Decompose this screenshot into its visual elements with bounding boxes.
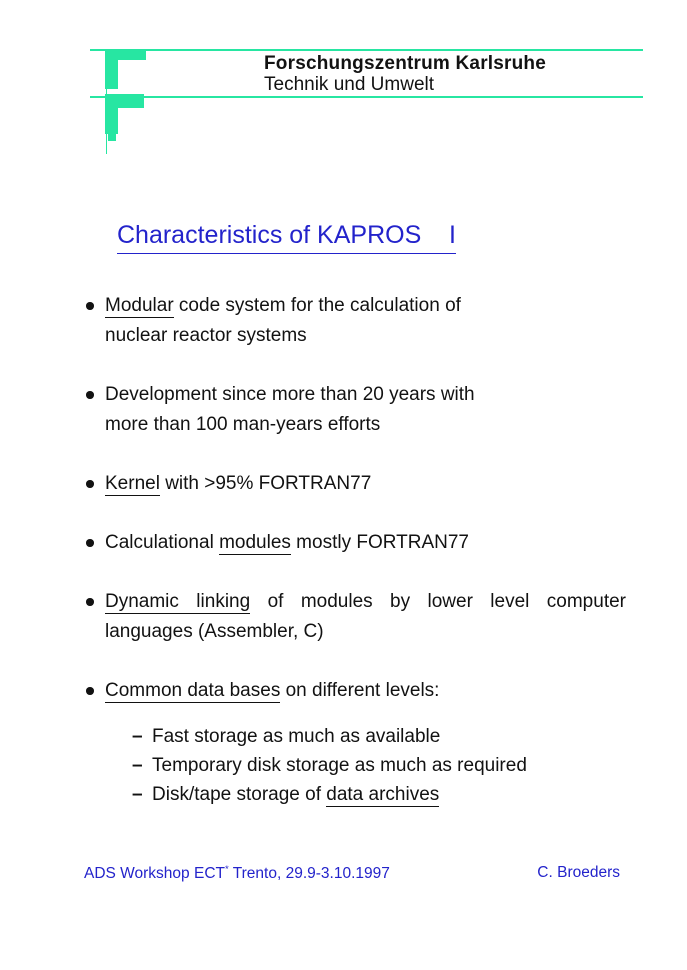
footer-author: C. Broeders (537, 864, 620, 881)
underlined-term: modules (219, 532, 291, 553)
dash-icon: – (132, 726, 143, 747)
bullet-text (105, 380, 626, 440)
underlined-term: Modular (105, 295, 174, 316)
text-segment: Disk/tape storage of (152, 784, 327, 805)
bullet-line (105, 587, 626, 617)
footer-event-sup: * (224, 864, 229, 875)
sub-item (132, 751, 626, 780)
sub-item (132, 722, 626, 751)
text-segment: Temporary disk storage as much as required (152, 755, 527, 776)
underlined-term: Common data bases (105, 680, 281, 701)
text-segment: Development since more than 20 years with (105, 384, 475, 405)
bullet-line (105, 291, 626, 321)
bullet-dot-icon (86, 528, 105, 558)
sub-item-text (152, 780, 626, 809)
bullet-line (105, 676, 626, 706)
bullet-text (105, 587, 626, 647)
bullet-line (105, 410, 626, 440)
bullet-dot-icon (86, 587, 105, 617)
underlined-term: Kernel (105, 473, 160, 494)
sub-item-text (152, 722, 626, 751)
text-segment: languages (Assembler, C) (105, 621, 324, 642)
bullet-line (105, 528, 626, 558)
bullet-list (86, 291, 626, 809)
text-segment: Calculational (105, 532, 220, 553)
bullet-text (105, 291, 626, 351)
sub-item-text (152, 751, 626, 780)
bullet-dot-icon (86, 469, 105, 499)
bullet-text (105, 528, 626, 558)
footer-event-post: Trento, 29.9-3.10.1997 (228, 865, 390, 883)
sub-item (132, 780, 626, 809)
bullet-line (105, 469, 626, 499)
bullet-dot-icon (86, 291, 105, 321)
slide-title (117, 221, 456, 250)
text-segment: code system for the calculation of (173, 295, 461, 316)
text-segment: Fast storage as much as available (152, 726, 441, 747)
footer-event (84, 864, 390, 883)
text-segment: of modules by lower level computer (250, 591, 626, 612)
bullet-item (86, 291, 626, 351)
bullet-line (105, 617, 626, 647)
bullet-item (86, 380, 626, 440)
org-subtitle: Technik und Umwelt (264, 74, 435, 95)
bullet-item (86, 587, 626, 647)
bullet-text (105, 676, 626, 809)
text-segment: mostly FORTRAN77 (290, 532, 469, 553)
org-name: Forschungszentrum Karlsruhe (264, 53, 547, 74)
text-segment: nuclear reactor systems (105, 325, 307, 346)
f-logo-tail (108, 134, 116, 141)
text-segment: on different levels: (280, 680, 440, 701)
underlined-term: Dynamic linking (105, 591, 251, 612)
f-logo-lower-bar (105, 94, 118, 134)
header-rule-bottom (90, 96, 643, 98)
text-segment: more than 100 man-years efforts (105, 414, 381, 435)
text-segment: with >95% FORTRAN77 (159, 473, 372, 494)
bullet-dot-icon (86, 380, 105, 410)
slide-title-text: Characteristics of KAPROS I (117, 221, 456, 254)
page-footer (84, 864, 620, 883)
org-block (264, 53, 546, 95)
bullet-item (86, 469, 626, 499)
f-logo-upper-bar (105, 51, 118, 89)
bullet-dot-icon (86, 676, 105, 706)
bullet-item (86, 528, 626, 558)
header-rule-top (90, 49, 643, 51)
underlined-term: data archives (326, 784, 440, 805)
bullet-line (105, 321, 626, 351)
sub-list (105, 722, 626, 809)
dash-icon: – (132, 755, 143, 776)
bullet-line (105, 380, 626, 410)
footer-event-pre: ADS Workshop ECT (84, 865, 225, 883)
dash-icon: – (132, 784, 143, 805)
bullet-item (86, 676, 626, 809)
bullet-text (105, 469, 626, 499)
